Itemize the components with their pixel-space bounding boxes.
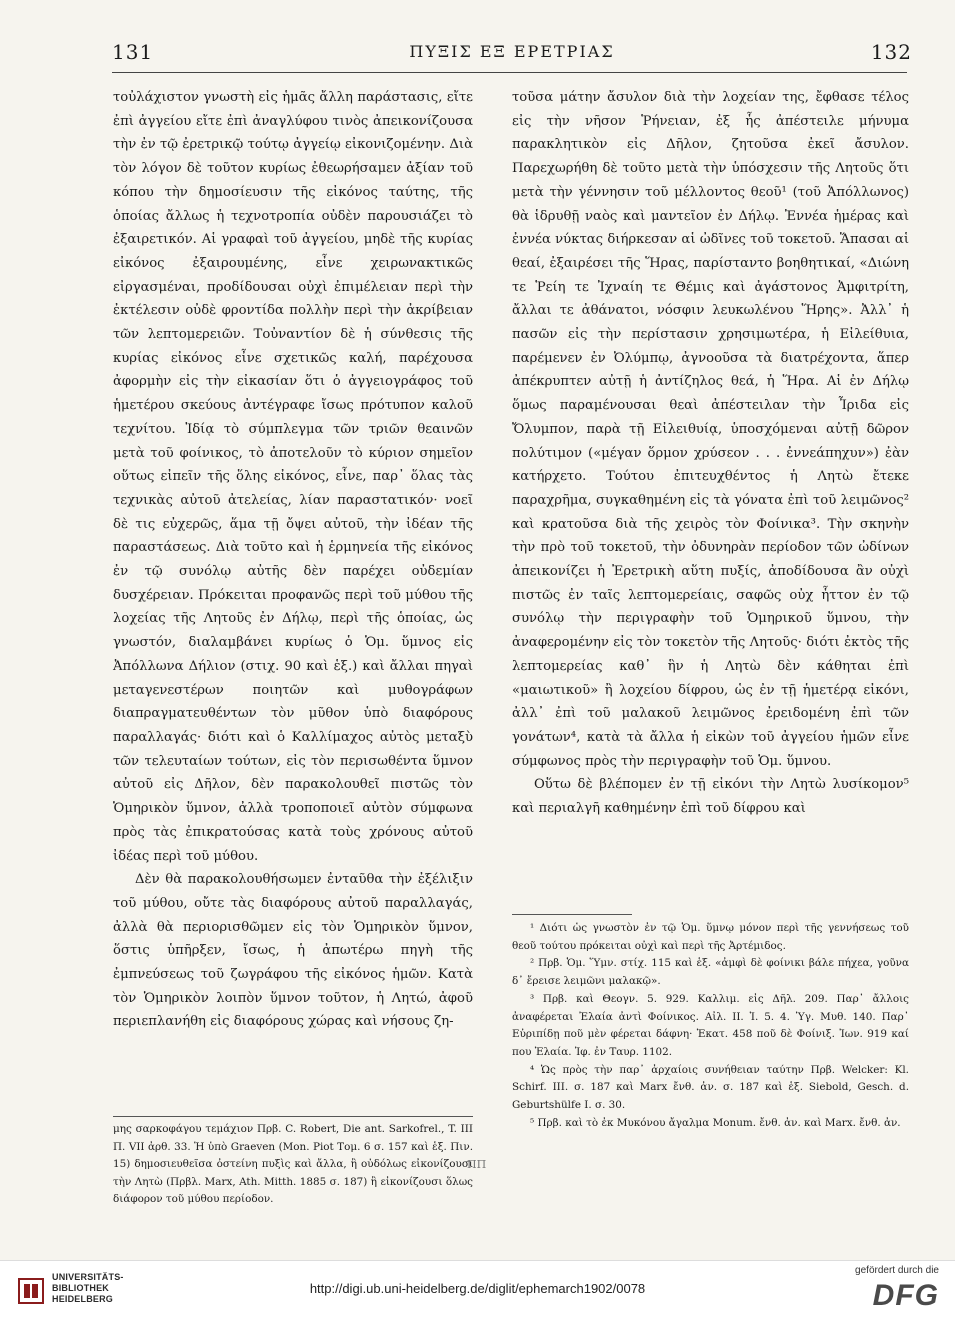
running-title: ΠΥΞΙΣ ΕΞ ΕΡΕΤΡΙΑΣ bbox=[409, 42, 615, 61]
logo-line-2: BIBLIOTHEK bbox=[52, 1283, 109, 1293]
logo-line-1: UNIVERSITÄTS- bbox=[52, 1272, 124, 1282]
left-column bbox=[113, 86, 473, 1034]
left-footnotes bbox=[113, 1121, 473, 1209]
funded-by-label: gefördert durch die bbox=[855, 1265, 939, 1276]
right-footnote-rule bbox=[512, 914, 632, 915]
left-footnote: μης σαρκοφάγου τεμάχιον Πρβ. C. Robert, Die ant. Sarkofrel., T. III Π. VII ἀρθ. 33. Ἡ ὑπὸ Graeven (Mon. Piot Τομ. 6 σ. 157 καὶ ἑξ. Πιν. 15) δημοσιευθεῖσα ὀστείνη πυξὶς καὶ ἄλλα, ἢ οὐδόλως εἰκονίζουσι τὴν Λητὼ (Πρβλ. Marx, Ath. Mitth. 1885 σ. 187) ἢ εἰκονίζουσι ὅλως διάφορον τοῦ μύθου περίοδον. bbox=[113, 1123, 473, 1206]
footnote-3: ³ Πρβ. καὶ Θεογν. 5. 929. Καλλιμ. εἰς Δῆλ. 209. Παρ᾽ ἄλλοις ἀναφέρεται Ἐλαία ἀντὶ Φοίνικος. Αἰλ. II. Ἱ. 5. 4. Ὑγ. Μυθ. 140. Παρ᾽ Εὐριπίδῃ ποῦ μὲν φέρεται δάφνη· Ἑκατ. 458 ποῦ δὲ Φοίνιξ. Ἰων. 919 καί που Ἐλαία. Ἰφ. ἐν Ταυρ. 1102. bbox=[512, 992, 909, 1058]
footnote-5: ⁵ Πρβ. καὶ τὸ ἐκ Μυκόνου ἄγαλμα Monum. ἔνθ. ἀν. καὶ Marx. ἔνθ. ἀν. bbox=[530, 1116, 901, 1129]
left-paragraph-2: Δὲν θὰ παρακολουθήσωμεν ἐνταῦθα τὴν ἐξέλιξιν τοῦ μύθου, οὔτε τὰς διαφόρους αὐτοῦ παραλλαγάς, ἀλλὰ θὰ περιορισθῶμεν εἰς τὸν Ὁμηρικὸν ὕμνον, ὅστις ὑπῆρξεν, ἴσως, ἡ ἀπωτέρω πηγὴ τῆς ἐμπνεύσεως τοῦ ζωγράφου τῆς εἰκόνος ἡμῶν. Κατὰ τὸν Ὁμηρικὸν λοιπὸν ὕμνον τοῦτον, ἡ Λητώ, ἀφοῦ περιεπλανήθη εἰς διαφόρους χώρας καὶ νήσους ζη- bbox=[113, 872, 473, 1030]
left-paragraph-1: τοὐλάχιστον γνωστὴ εἰς ἡμᾶς ἄλλη παράστασις, εἴτε ἐπὶ ἀγγείου εἴτε ἐπὶ ἀναγλύφου τινὸς ἀπεικονίζουσα τὴν ἐν τῷ ἐρετρικῷ τούτῳ ἀγγείῳ εἰκονιζομένην. Διὰ τὸν λόγον δὲ τοῦτον κυρίως ἐθεωρήσαμεν ἀξίαν τοῦ κόπου τὴν δημοσίευσιν τῆς εἰκόνος ταύτης, τῆς ὁποίας ἄλλως ἡ τεχνοτροπία οὐδὲν παρουσιάζει τὸ ἐξαιρετικόν. Αἱ γραφαὶ τοῦ ἀγγείου, μηδὲ τῆς κυρίας εἰκόνος ἐξαιρουμένης, εἶνε χειρωνακτικῶς εἰργασμέναι, προδίδουσαι οὐχὶ ἐπιμέλειαν περὶ τὴν ἐκτέλεσιν οὐδὲ φροντίδα πολλὴν περὶ τὴν ἀκρίβειαν τῶν λεπτομερειῶν. Τοὐναντίον δὲ ἡ σύνθεσις τῆς κυρίας εἰκόνος εἶνε σχετικῶς καλή, παρέχουσα ἀφορμὴν εἰς τὴν εἰκασίαν ὅτι ὁ ἀγγειογράφος τοῦ ἡμετέρου σκεύους ἀντέγραφε ἴσως πρότυπον καλοῦ τεχνίτου. Ἰδίᾳ τὸ σύμπλεγμα τῶν τριῶν θεαινῶν μετὰ τοῦ φοίνικος, τὸ ἀποτελοῦν τὸ κύριον σημεῖον οὕτως εἰπεῖν τῆς ὅλης εἰκόνος, εἶνε, παρ᾽ ὅλας τὰς τεχνικὰς αὐτοῦ ἀτελείας, λίαν παραστατικόν· νοεῖ δὲ τις εὐχερῶς, ἅμα τῇ ὄψει αὐτοῦ, τὴν ἰδέαν τῆς παραστάσεως. Διὰ τοῦτο καὶ ἡ ἑρμηνεία τῆς εἰκόνος ἐν τῷ συνόλῳ αὐτῆς δὲν παρέχει οὐδεμίαν δυσχέρειαν. Πρόκειται προφανῶς περὶ τοῦ μύθου τῆς λοχείας τῆς Λητοῦς ἐν Δήλῳ, περὶ τῆς ὁποίας, ὡς γνωστόν, διαλαμβάνει κυρίως ὁ Ὁμ. ὕμνος εἰς Ἀπόλλωνα Δήλιον (στιχ. 90 καὶ ἑξ.) καὶ ἄλλαι πηγαὶ μεταγενεστέρων ποιητῶν καὶ μυθογράφων διαπραγματευθέντων τὸν μῦθον ὑπὸ διαφόρους παραλλαγάς· διότι καὶ ὁ Καλλίμαχος αὐτὸς μεταξὺ τῶν τελευταίων τούτων, εἰς τὸν περισωθέντα ὕμνον αὐτοῦ εἰς Δῆλον, δὲν παρακολουθεῖ πιστῶς τὸν Ὁμηρικὸν ὕμνον, ἀλλὰ τροποποιεῖ αὐτὸν σύμφωνα πρὸς τὰς ἐπικρατούσας κατὰ τοὺς χρόνους αὐτοῦ ἰδέας περὶ τοῦ μύθου. bbox=[113, 90, 473, 864]
right-column bbox=[512, 86, 909, 821]
dfg-logo[interactable]: DFG bbox=[872, 1279, 939, 1312]
logo-line-3: HEIDELBERG bbox=[52, 1294, 114, 1304]
handwritten-mark: ΠΠ bbox=[467, 1158, 487, 1171]
page-number-right: 132 bbox=[870, 40, 912, 64]
right-footnotes bbox=[512, 920, 909, 1132]
footnote-2: ² Πρβ. Ὁμ. Ὕμν. στίχ. 115 καὶ ἑξ. «ἀμφὶ δὲ φοίνικι βάλε πήχεα, γοῦνα δ᾽ ἔρεισε λειμῶνι μαλακῷ». bbox=[512, 957, 909, 988]
right-paragraph-1: τοῦσα μάτην ἄσυλον διὰ τὴν λοχείαν της, ἔφθασε τέλος εἰς τὴν νῆσον Ῥήνειαν, ἐξ ἧς ἀπέστειλε μήνυμα παρακλητικὸν εἰς Δῆλον, ζητοῦσα ἐκεῖ ἄσυλον. Παρεχωρήθη δὲ τοῦτο μετὰ τὴν ὑπόσχεσιν τῆς Λητοῦς ὅτι μετὰ τὴν γέννησιν τοῦ μέλλοντος θεοῦ¹ (τοῦ Ἀπόλλωνος) θὰ ἱδρυθῇ ναὸς καὶ μαντεῖον ἐν Δήλῳ. Ἐννέα ἡμέρας καὶ ἐννέα νύκτας διήρκεσαν αἱ ὠδῖνες τοῦ τοκετοῦ. Ἅπασαι αἱ θεαί, ἐξαιρέσει τῆς Ἥρας, παρίσταντο βοηθητικαί, «Διώνη τε Ῥείη τε Ἰχναίη τε Θέμις καὶ ἀγάστονος Ἀμφιτρίτη, ἄλλαι τε ἀθάνατοι, νόσφιν λευκωλένου Ἥρης». Ἀλλ᾽ ἡ πασῶν εἰς τὴν περίστασιν χρησιμωτέρα, ἡ Εἰλείθυια, παρέμενεν ἐν Ὀλύμπῳ, ἀγνοοῦσα τὰ διατρέχοντα, ἅπερ ἀπέκρυπτεν αὐτῇ ἡ ἀντίζηλος θεά, ἡ Ἥρα. Αἱ ἐν Δήλῳ ὅμως παραμένουσαι θεαὶ ἀπέστειλαν τὴν Ἶριδα εἰς Ὄλυμπον, παρὰ τῇ Εἰλειθυίᾳ, ὑποσχόμεναι αὐτῇ δῶρον πολύτιμον («μέγαν ὅρμον χρύσεον . . . ἐννεάπηχυν») ἐὰν κατήρχετο. Τούτου ἐπιτευχθέντος ἡ Λητὼ ἔτεκε παραχρῆμα, συγκαθημένη εἰς τὰ γόνατα ἐπὶ τοῦ λειμῶνος² καὶ κρατοῦσα διὰ τῆς χειρὸς τὸν Φοίνικα³. Τὴν σκηνὴν τὴν πρὸ τοῦ τοκετοῦ, τὴν ὀδυνηρὰν περίοδον τῶν ὠδίνων ἀπεικονίζει ἡ Ἐρετρικὴ αὕτη πυξίς, ἀποδίδουσα ἂν οὐχὶ πιστῶς ἐν ταῖς λεπτομερείαις, σαφῶς οὐχ ἧττον ἐν τῷ συνόλῳ τὴν περιγραφὴν τοῦ Ὁμηρικοῦ ὕμνου, τὴν ἀναφερομένην εἰς τὸν τοκετὸν τῆς Λητοῦς· διότι ἐκτὸς τῆς λεπτομερείας καθ᾽ ἣν ἡ Λητὼ δὲν κάθηται ἐπὶ «μαιωτικοῦ» ἢ λοχείου δίφρου, ὡς ἐν τῇ ἡμετέρᾳ εἰκόνι, ἀλλ᾽ ἐπὶ τοῦ μαλακοῦ λειμῶνος ἐρειδομένη ἐπὶ τῶν γονάτων⁴, κατὰ τὰ ἄλλα ἡ εἰκὼν τοῦ ἀγγείου ἡμῶν εἶνε σύμφωνος πρὸς τὴν περιγραφὴν τοῦ Ὁμ. ὕμνου. bbox=[512, 90, 909, 769]
left-footnote-rule bbox=[113, 1116, 473, 1117]
right-paragraph-2: Οὕτω δὲ βλέπομεν ἐν τῇ εἰκόνι τὴν Λητὼ λυσίκομον⁵ καὶ περιαλγῆ καθημένην ἐπὶ τοῦ δίφρου καὶ bbox=[512, 777, 909, 817]
running-header bbox=[112, 40, 912, 70]
permalink-url[interactable]: http://digi.ub.uni-heidelberg.de/diglit/ephemarch1902/0078 bbox=[309, 1281, 646, 1296]
header-rule bbox=[112, 72, 907, 73]
page-number-left: 131 bbox=[112, 40, 154, 64]
footnote-1: ¹ Διότι ὡς γνωστὸν ἐν τῷ Ὁμ. ὕμνῳ μόνον περὶ τῆς γεννήσεως τοῦ θεοῦ τούτου πρόκειται οὐχὶ καὶ περὶ τῆς Ἀρτέμιδος. bbox=[512, 922, 909, 952]
viewer-footer bbox=[0, 1260, 955, 1317]
footnote-4: ⁴ Ὡς πρὸς τὴν παρ᾽ ἀρχαίοις συνήθειαν ταύτην Πρβ. Welcker: Kl. Schirf. III. σ. 187 καὶ Marx ἔνθ. ἀν. σ. 187 καὶ ἑξ. Siebold, Gesch. d. Geburtshülfe I. σ. 30. bbox=[512, 1063, 909, 1112]
